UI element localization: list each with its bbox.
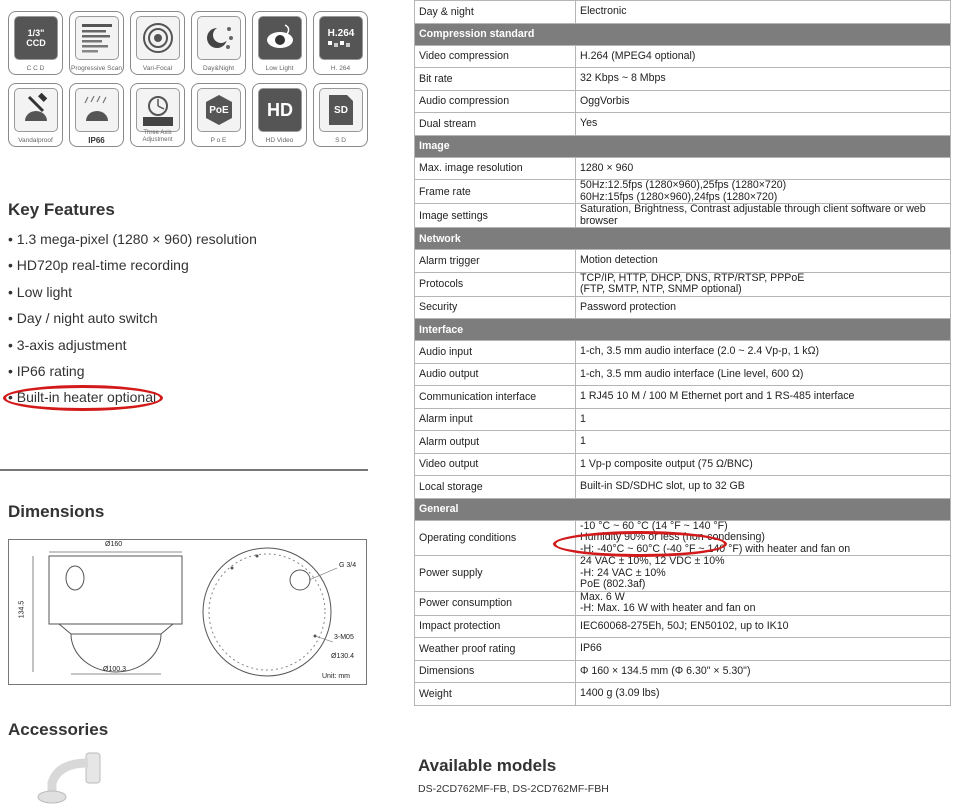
three-axis-icon: [130, 83, 185, 147]
spec-row: [415, 45, 951, 68]
spec-section-header: [415, 135, 951, 157]
spec-row: [415, 556, 951, 592]
spec-row: [415, 431, 951, 454]
operating-temp-highlight-ellipse: [553, 531, 727, 557]
spec-value: IP66: [576, 638, 951, 661]
dim-top-diameter: Ø160: [105, 541, 123, 548]
ip66-icon: [69, 83, 124, 147]
spec-row: [415, 453, 951, 476]
spec-value: IEC60068-275Eh, 50J; EN50102, up to IK10: [576, 615, 951, 638]
spec-value: 24 VAC ± 10%, 12 VDC ± 10% -H: 24 VAC ± 10% PoE (802.3af): [576, 556, 951, 592]
feature-item: • HD720p real-time recording: [8, 257, 189, 274]
spec-key: Impact protection: [415, 615, 576, 638]
spec-section-title: General: [415, 498, 951, 520]
icon-label: S D: [335, 137, 346, 144]
spec-key: Video compression: [415, 45, 576, 68]
spec-key: Operating conditions: [415, 520, 576, 556]
spec-value: 1 RJ45 10 M / 100 M Ethernet port and 1 RS-485 interface: [576, 386, 951, 409]
spec-key: Max. image resolution: [415, 157, 576, 180]
spec-section-header: [415, 23, 951, 45]
wall-mount-bracket-image: [36, 747, 106, 805]
vari-focal-icon: [130, 11, 185, 75]
available-models-list: DS-2CD762MF-FB, DS-2CD762MF-FBH: [418, 783, 609, 795]
spec-row: [415, 638, 951, 661]
spec-row: [415, 476, 951, 499]
spec-key: Video output: [415, 453, 576, 476]
spec-key: Alarm output: [415, 431, 576, 454]
spec-key: Day & night: [415, 1, 576, 24]
icon-label: Vari-Focal: [142, 65, 173, 72]
icon-label: P o E: [210, 137, 227, 144]
heater-highlight-ellipse: [3, 385, 163, 411]
specifications-table: [414, 0, 951, 706]
spec-key: Audio compression: [415, 90, 576, 113]
spec-section-title: Interface: [415, 319, 951, 341]
dim-bottom-diameter: Ø100.3: [103, 666, 126, 673]
spec-row: [415, 272, 951, 296]
feature-item: • IP66 rating: [8, 362, 85, 379]
spec-key: Bit rate: [415, 68, 576, 91]
spec-section-title: Image: [415, 135, 951, 157]
spec-row: [415, 1, 951, 24]
spec-key: Local storage: [415, 476, 576, 499]
h264-icon: H.264 H. 264: [313, 11, 368, 75]
spec-value: TCP/IP, HTTP, DHCP, DNS, RTP/RTSP, PPPoE (FTP, SMTP, NTP, SNMP optional): [576, 272, 951, 296]
icon-label: Day&Night: [202, 65, 235, 72]
spec-key: Communication interface: [415, 386, 576, 409]
left-column: [0, 0, 380, 805]
feature-item: • Day / night auto switch: [8, 310, 158, 327]
spec-value: 1: [576, 408, 951, 431]
spec-value: 1: [576, 431, 951, 454]
icon-label: Vandalproof: [18, 137, 53, 144]
spec-row: [415, 408, 951, 431]
spec-value: Motion detection: [576, 250, 951, 273]
spec-row: [415, 250, 951, 273]
spec-key: Power supply: [415, 556, 576, 592]
spec-row: [415, 157, 951, 180]
sd-icon: SD S D: [313, 83, 368, 147]
spec-key: Power consumption: [415, 591, 576, 615]
spec-value: Max. 6 W -H: Max. 16 W with heater and fan on: [576, 591, 951, 615]
ccd-icon: 1/3" CCD C C D: [8, 11, 63, 75]
spec-section-header: [415, 228, 951, 250]
key-features-title: Key Features: [8, 200, 115, 219]
progressive-scan-icon: [69, 11, 124, 75]
spec-value: OggVorbis: [576, 90, 951, 113]
icon-label: Three Axis Adjustment: [142, 130, 173, 143]
dim-circle-diameter: Ø130.4: [331, 653, 354, 660]
spec-value: 1-ch, 3.5 mm audio interface (Line level, 600 Ω): [576, 363, 951, 386]
icon-row-1: [8, 11, 368, 75]
spec-row: [415, 341, 951, 364]
spec-row: [415, 180, 951, 204]
spec-row: [415, 363, 951, 386]
spec-value: 1-ch, 3.5 mm audio interface (2.0 ~ 2.4 Vp-p, 1 kΩ): [576, 341, 951, 364]
spec-value: -10 °C ~ 60 °C (14 °F ~ 140 °F) Humidity 90% or less (non-condensing) -H: -40°C ~ 60°C (-40 °F ~ 140 °F) with heater and fan on: [576, 520, 951, 556]
vandalproof-icon: [8, 83, 63, 147]
spec-value: Password protection: [576, 296, 951, 319]
spec-section-header: [415, 498, 951, 520]
feature-icon-grid: [8, 11, 368, 155]
dimensions-title: Dimensions: [8, 502, 105, 521]
icon-label: Progressive Scan: [71, 65, 122, 72]
low-light-icon: [252, 11, 307, 75]
spec-row: [415, 660, 951, 683]
spec-table-container: [414, 0, 951, 706]
spec-key: Dimensions: [415, 660, 576, 683]
feature-item: • 3-axis adjustment: [8, 336, 127, 353]
spec-row: [415, 615, 951, 638]
spec-value: 50Hz:12.5fps (1280×960),25fps (1280×720) 60Hz:15fps (1280×960),24fps (1280×720): [576, 180, 951, 204]
feature-item: • Low light: [8, 283, 73, 300]
spec-key: Security: [415, 296, 576, 319]
icon-row-2: [8, 83, 368, 147]
spec-value: 1 Vp-p composite output (75 Ω/BNC): [576, 453, 951, 476]
available-models-title: Available models: [418, 756, 557, 775]
spec-value: Φ 160 × 134.5 mm (Φ 6.30" × 5.30"): [576, 660, 951, 683]
spec-key: Audio input: [415, 341, 576, 364]
spec-value: 32 Kbps ~ 8 Mbps: [576, 68, 951, 91]
spec-key: Weather proof rating: [415, 638, 576, 661]
spec-row: [415, 591, 951, 615]
spec-value: 1280 × 960: [576, 157, 951, 180]
icon-label: H. 264: [330, 65, 351, 72]
spec-row: [415, 68, 951, 91]
spec-value: Built-in SD/SDHC slot, up to 32 GB: [576, 476, 951, 499]
spec-key: Frame rate: [415, 180, 576, 204]
spec-value: Saturation, Brightness, Contrast adjustable through client software or web browser: [576, 204, 951, 228]
spec-row: [415, 386, 951, 409]
spec-row: [415, 683, 951, 706]
spec-row: [415, 90, 951, 113]
spec-key: Protocols: [415, 272, 576, 296]
icon-label: C C D: [26, 65, 45, 72]
spec-key: Alarm input: [415, 408, 576, 431]
spec-section-title: Network: [415, 228, 951, 250]
day-night-icon: [191, 11, 246, 75]
poe-icon: PoE P o E: [191, 83, 246, 147]
spec-value: 1400 g (3.09 lbs): [576, 683, 951, 706]
spec-value: Electronic: [576, 1, 951, 24]
feature-item: • 1.3 mega-pixel (1280 × 960) resolution: [8, 231, 257, 247]
dim-g-label: G 3/4: [339, 562, 357, 569]
icon-label: IP66: [88, 136, 105, 145]
spec-key: Alarm trigger: [415, 250, 576, 273]
key-features-list: [8, 228, 257, 413]
spec-row: [415, 113, 951, 136]
section-divider: [0, 469, 368, 471]
spec-value: H.264 (MPEG4 optional): [576, 45, 951, 68]
icon-label: Low Light: [265, 65, 294, 72]
icon-label: HD Video: [265, 137, 294, 144]
spec-value: Yes: [576, 113, 951, 136]
spec-row: [415, 296, 951, 319]
dim-screws: 3-M05: [334, 634, 354, 641]
dim-unit: Unit: mm: [322, 673, 350, 680]
spec-section-title: Compression standard: [415, 23, 951, 45]
spec-key: Dual stream: [415, 113, 576, 136]
spec-section-header: [415, 319, 951, 341]
spec-row: [415, 204, 951, 228]
feature-item: • Built-in heater optional: [8, 389, 157, 406]
hd-video-icon: HD HD Video: [252, 83, 307, 147]
dimensions-drawing: [8, 539, 367, 685]
dim-height: 134.5: [18, 600, 26, 619]
accessories-title: Accessories: [8, 720, 109, 739]
spec-key: Weight: [415, 683, 576, 706]
spec-key: Image settings: [415, 204, 576, 228]
spec-key: Audio output: [415, 363, 576, 386]
